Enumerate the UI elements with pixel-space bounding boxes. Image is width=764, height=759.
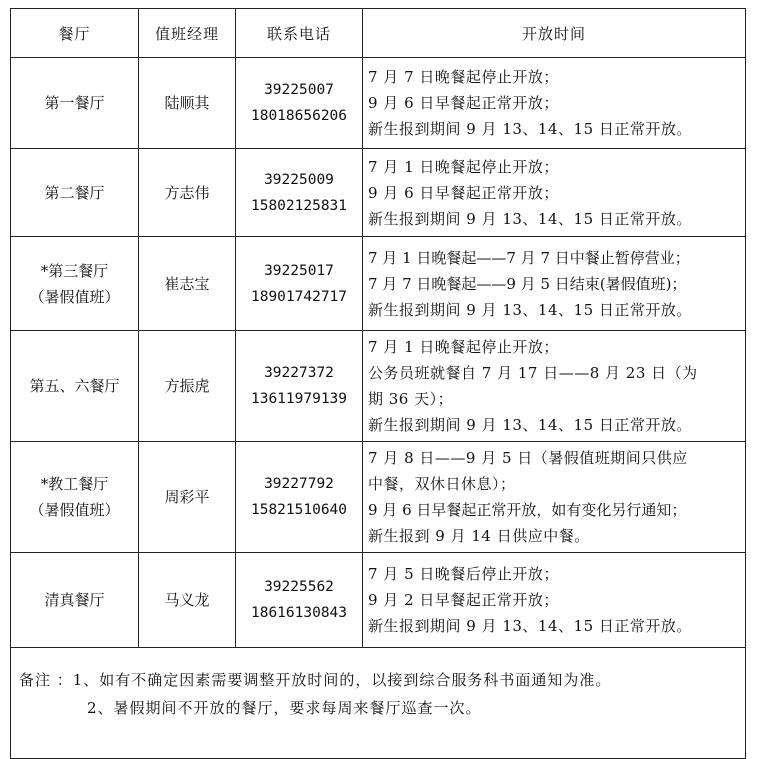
restaurant-name: 清真餐厅 — [44, 591, 105, 609]
restaurant-name: 第五、六餐厅 — [29, 377, 120, 395]
phone-cell — [236, 58, 363, 149]
restaurant-name-cell — [11, 331, 139, 442]
hours-line: 7 月 1 日晚餐起停止开放； — [368, 157, 559, 176]
table-row — [11, 331, 746, 442]
hours-cell — [363, 553, 746, 648]
header-phone: 联系电话 — [236, 9, 363, 58]
phone-cell — [236, 553, 363, 648]
manager-cell: 马义龙 — [139, 553, 236, 648]
hours-line: 期 36 天）； — [368, 390, 454, 408]
phone-number: 18616130843 — [250, 605, 348, 621]
hours-line: 9 月 6 日早餐起正常开放； — [368, 183, 559, 202]
hours-line: 新生报到期间 9 月 13、14、15 日正常开放。 — [368, 120, 692, 138]
phone-number: 39225009 — [264, 171, 334, 188]
manager-cell: 周彩平 — [139, 442, 236, 553]
header-hours: 开放时间 — [363, 9, 746, 58]
hours-line: 7 月 5 日晚餐后停止开放； — [368, 565, 559, 583]
note-line: 2、暑假期间不开放的餐厅，要求每周来餐厅巡查一次。 — [87, 699, 482, 717]
table-row — [11, 149, 746, 237]
phone-number: 15821510640 — [250, 502, 348, 518]
hours-line: 7 月 7 日晚餐起停止开放； — [368, 68, 559, 86]
phone-number: 18018656206 — [250, 108, 348, 124]
restaurant-name: 第一餐厅 — [44, 94, 105, 112]
note-line: 备注 ：1、如有不确定因素需要调整开放时间的，以接到综合服务科书面通知为准。 — [19, 671, 612, 689]
phone-cell — [236, 237, 363, 331]
table-row — [11, 442, 746, 553]
phone-number: 13611979139 — [250, 391, 348, 407]
hours-line: 新生报到期间 9 月 13、14、15 日正常开放。 — [368, 617, 692, 635]
phone-number: 39227792 — [264, 476, 334, 492]
hours-cell — [363, 442, 746, 553]
restaurant-name-cell — [11, 237, 139, 331]
phone-number: 39225017 — [264, 262, 334, 279]
restaurant-note: （暑假值班） — [29, 501, 120, 519]
hours-cell — [363, 331, 746, 442]
restaurant-name: *教工餐厅 — [40, 475, 109, 493]
header-row — [11, 9, 746, 58]
phone-number: 39225562 — [264, 579, 334, 595]
restaurant-schedule-table — [10, 8, 746, 759]
notes-cell — [11, 648, 746, 759]
header-manager: 值班经理 — [139, 9, 236, 58]
hours-cell — [363, 237, 746, 331]
table-row — [11, 553, 746, 648]
hours-line: 9 月 2 日早餐起正常开放； — [368, 591, 559, 609]
hours-line: 7 月 7 日晚餐起——9 月 5 日结束(暑假值班)； — [368, 274, 687, 293]
phone-cell — [236, 149, 363, 237]
restaurant-name: *第三餐厅 — [40, 261, 109, 280]
table-row — [11, 58, 746, 149]
hours-line: 新生报到 9 月 14 日供应中餐。 — [368, 527, 590, 545]
restaurant-name-cell — [11, 553, 139, 648]
hours-line: 新生报到期间 9 月 13、14、15 日正常开放。 — [368, 300, 692, 319]
phone-cell — [236, 442, 363, 553]
hours-cell — [363, 58, 746, 149]
manager-cell: 方志伟 — [139, 149, 236, 237]
hours-line: 7 月 1 日晚餐起停止开放； — [368, 338, 559, 356]
manager-cell: 陆顺其 — [139, 58, 236, 149]
notes-row — [11, 648, 746, 759]
restaurant-name-cell — [11, 442, 139, 553]
manager-cell: 方振虎 — [139, 331, 236, 442]
hours-line: 中餐，双休日休息）； — [368, 475, 516, 493]
hours-line: 7 月 1 日晚餐起——7 月 7 日中餐止暂停营业； — [368, 248, 690, 267]
schedule-sheet — [10, 8, 745, 759]
phone-number: 18901742717 — [250, 288, 348, 305]
header-restaurant: 餐厅 — [11, 9, 139, 58]
phone-number: 39225007 — [264, 82, 334, 98]
hours-cell — [363, 149, 746, 237]
table-row — [11, 237, 746, 331]
phone-number: 15802125831 — [250, 197, 348, 214]
hours-line: 7 月 8 日——9 月 5 日（暑假值班期间只供应 — [368, 449, 688, 467]
restaurant-name-cell — [11, 149, 139, 237]
hours-line: 新生报到期间 9 月 13、14、15 日正常开放。 — [368, 209, 692, 228]
hours-line: 新生报到期间 9 月 13、14、15 日正常开放。 — [368, 416, 692, 434]
restaurant-name-cell — [11, 58, 139, 149]
hours-line: 公务员班就餐自 7 月 17 日——8 月 23 日（为 — [368, 364, 698, 382]
hours-line: 9 月 6 日早餐起正常开放，如有变化另行通知； — [368, 501, 687, 519]
restaurant-name: 第二餐厅 — [44, 183, 105, 202]
manager-cell: 崔志宝 — [139, 237, 236, 331]
phone-cell — [236, 331, 363, 442]
restaurant-note: （暑假值班） — [29, 287, 120, 306]
phone-number: 39227372 — [264, 365, 334, 381]
hours-line: 9 月 6 日早餐起正常开放； — [368, 94, 559, 112]
